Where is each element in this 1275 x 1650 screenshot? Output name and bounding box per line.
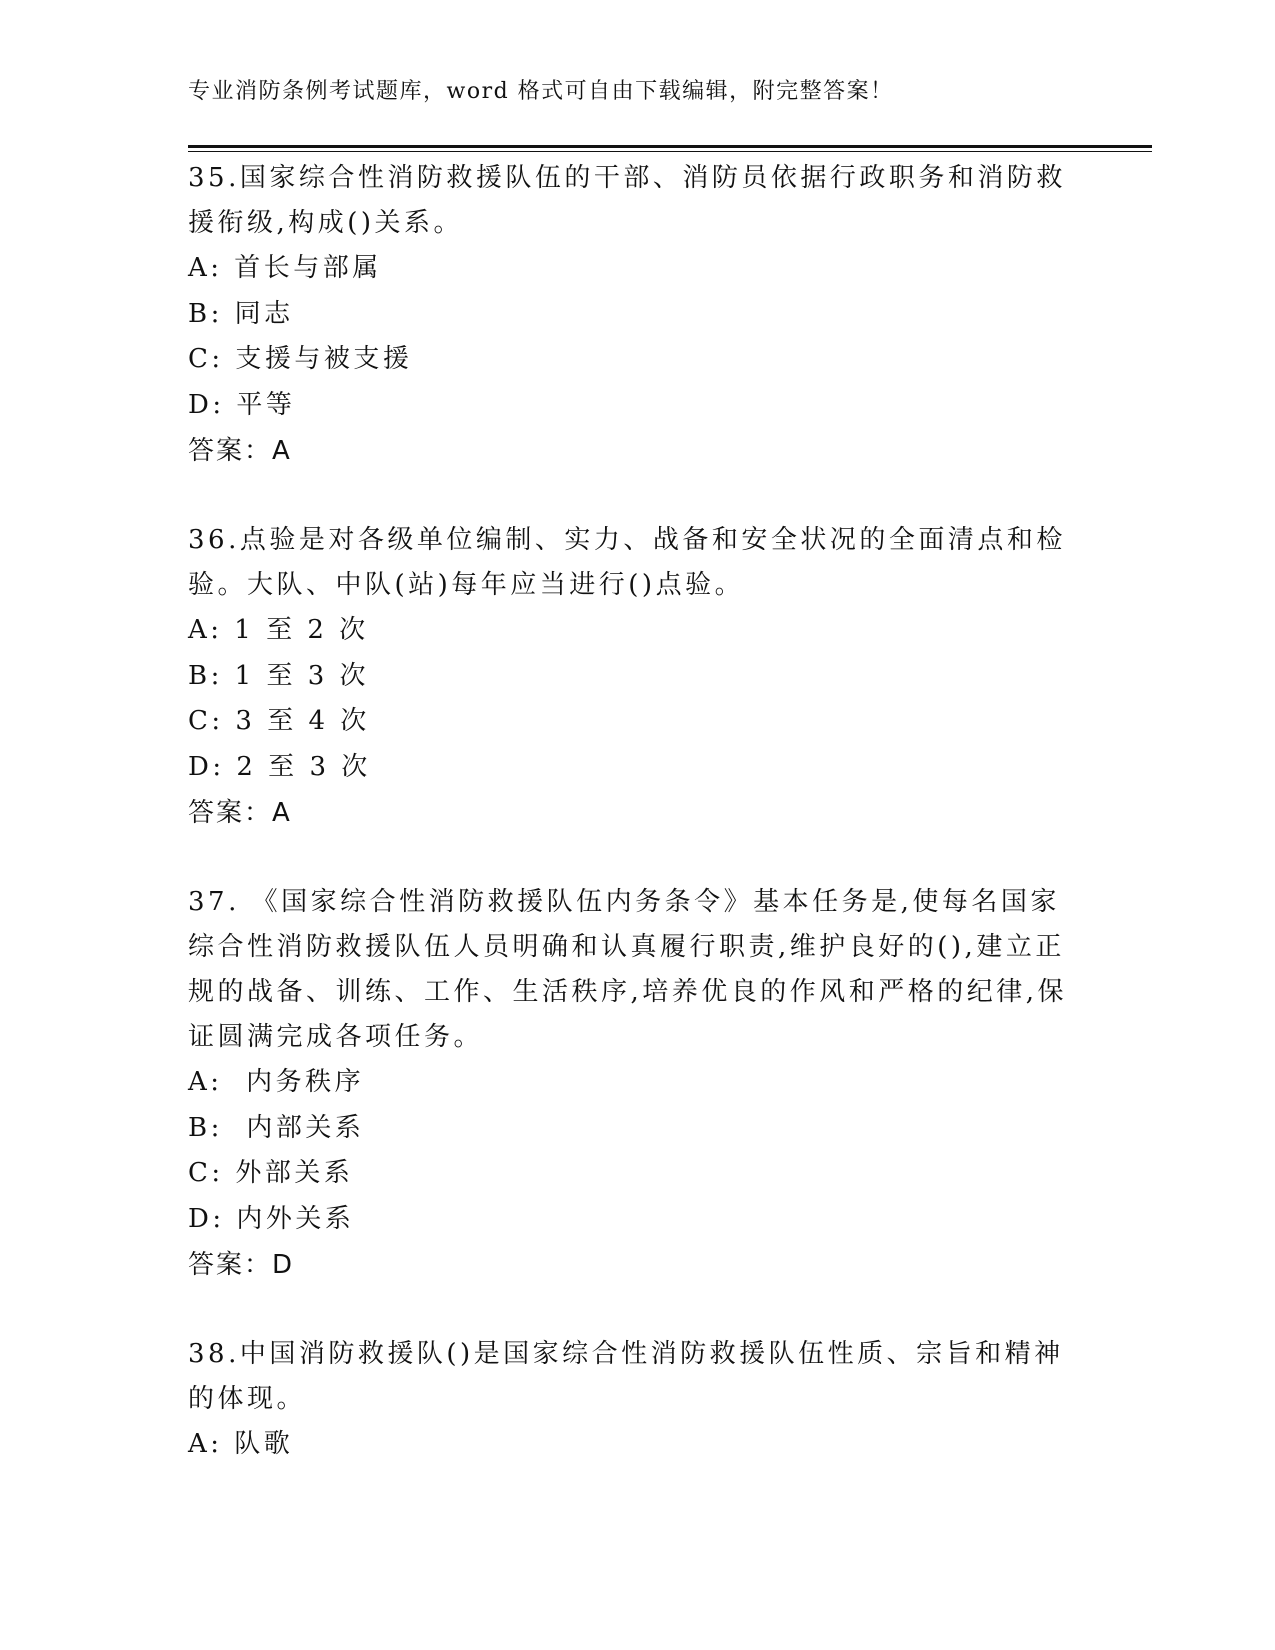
- answer: 答案：A: [188, 436, 292, 466]
- question-stem: 36.点验是对各级单位编制、实力、战备和安全状况的全面清点和检验。大队、中队(站)每年应当进行()点验。: [188, 525, 1066, 600]
- option-d: D: 2 至 3 次: [188, 751, 371, 782]
- option-d: D: 内外关系: [188, 1203, 355, 1234]
- option-a: A: 首长与部属: [188, 253, 382, 283]
- option-a: A: 内务秩序: [188, 1067, 365, 1097]
- option-b: B: 内部关系: [188, 1112, 365, 1143]
- question-37: [188, 880, 1088, 1288]
- question-38: [188, 1332, 1088, 1468]
- header-rule-thin: [188, 151, 1152, 152]
- option-c: C: 3 至 4 次: [188, 706, 370, 736]
- answer: 答案：D: [188, 1250, 295, 1280]
- page-header: 专业消防条例考试题库，word 格式可自由下载编辑，附完整答案！: [188, 79, 894, 104]
- option-c: C: 外部关系: [188, 1158, 354, 1188]
- header-rule-thick: [188, 145, 1152, 148]
- option-b: B: 同志: [188, 298, 294, 329]
- option-c: C: 支援与被支援: [188, 344, 413, 374]
- option-d: D: 平等: [188, 389, 296, 420]
- question-stem: 35.国家综合性消防救援队伍的干部、消防员依据行政职务和消防救援衔级,构成()关系。: [188, 163, 1066, 238]
- question-35: [188, 156, 1088, 474]
- question-stem: 37. 《国家综合性消防救援队伍内务条令》基本任务是,使每名国家综合性消防救援队伍人员明确和认真履行职责,维护良好的(),建立正 规的战备、训练、工作、生活秩序,培养优良的作风和严格的纪律,保证圆满完成各项任务。: [188, 887, 1068, 1052]
- question-36: [188, 518, 1088, 836]
- option-a: A: 1 至 2 次: [188, 615, 369, 645]
- question-stem: 38.中国消防救援队()是国家综合性消防救援队伍性质、宗旨和精神的体现。: [188, 1339, 1064, 1414]
- answer: 答案：A: [188, 798, 292, 828]
- option-a: A: 队歌: [188, 1429, 294, 1459]
- question-list: [188, 156, 1088, 1512]
- option-b: B: 1 至 3 次: [188, 660, 370, 691]
